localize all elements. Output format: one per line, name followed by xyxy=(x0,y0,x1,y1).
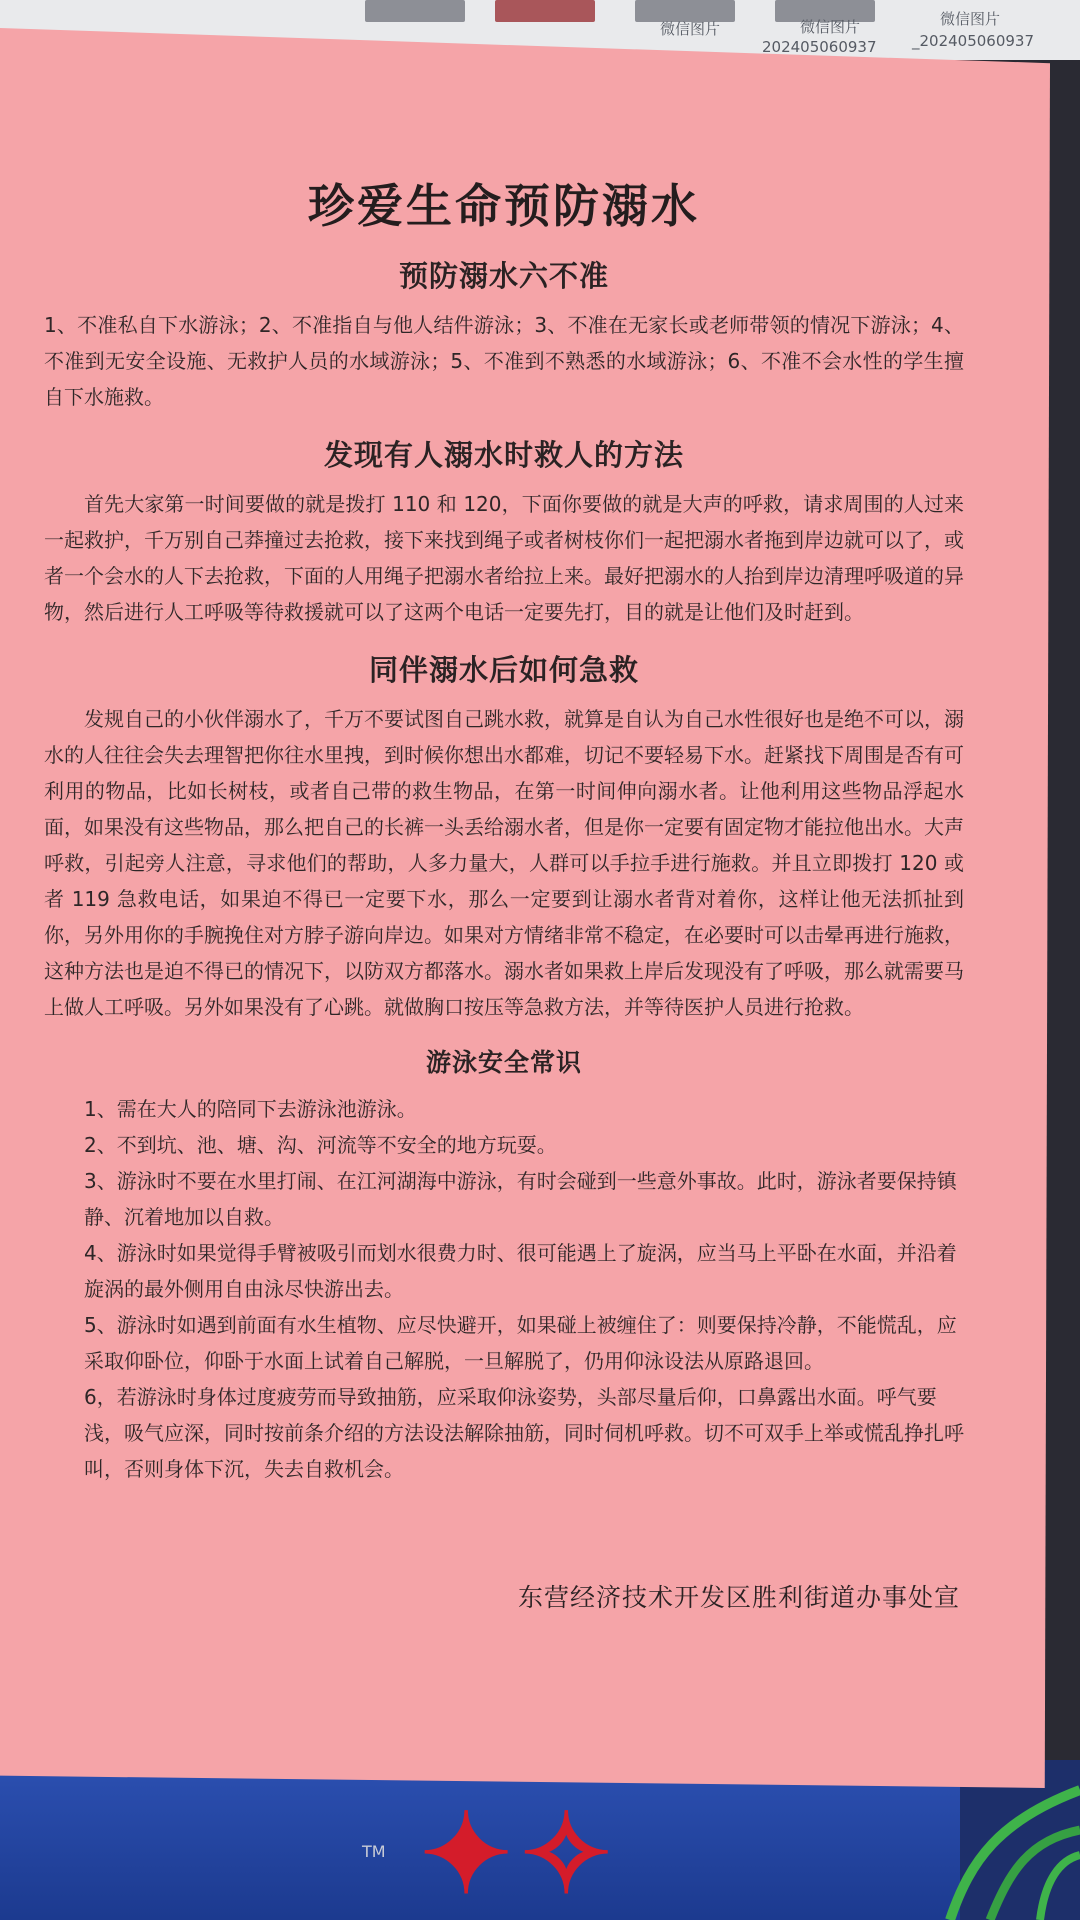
six-rules-text: 1、不准私自下水游泳；2、不准指自与他人结件游泳；3、不准在无家长或老师带领的情况下游泳；4、不准到无安全设施、无救护人员的水域游泳；5、不准到不熟悉的水域游泳；6、不准不会水性的学生擅自下水施救。 xyxy=(44,313,964,409)
thumbnail-filename: _202405060937 xyxy=(912,32,1035,50)
rescue-method-text: 首先大家第一时间要做的就是拨打 110 和 120，下面你要做的就是大声的呼救，请求周围的人过来一起救护，千万别自己莽撞过去抢救，接下来找到绳子或者树枝你们一起把溺水者拖到岸边就可以了，或者一个会水的人下去抢救，下面的人用绳子把溺水者给拉上来。最好把溺水的人抬到岸边清理呼吸道的异物，然后进行人工呼吸等待救援就可以了这两个电话一定要先打，目的就是让他们及时赶到。 xyxy=(44,492,964,624)
section-heading-rescue-method: 发现有人溺水时救人的方法 xyxy=(323,438,684,472)
trademark-mark: TM xyxy=(362,1842,386,1861)
poster-title: 珍爱生命预防溺水 xyxy=(308,179,700,233)
thumbnail-filename: 202405060937 xyxy=(762,38,877,56)
section-heading-six-rules: 预防溺水六不准 xyxy=(398,259,609,293)
list-item: 6，若游泳时身体过度疲劳而导致抽筋，应采取仰泳姿势，头部尽量后仰，口鼻露出水面。呼气要浅，吸气应深，同时按前条介绍的方法设法解除抽筋，同时伺机呼救。切不可双手上举或慌乱挣扎呼叫，否则身体下沉，失去自救机会。 xyxy=(84,1385,964,1481)
file-thumbnail xyxy=(495,0,595,22)
list-item: 1、需在大人的陪同下去游泳池游泳。 xyxy=(84,1097,417,1121)
list-item: 4、游泳时如果觉得手臂被吸引而划水很费力时、很可能遇上了旋涡，应当马上平卧在水面，并沿着旋涡的最外侧用自由泳尽快游出去。 xyxy=(84,1241,957,1301)
section-heading-companion-rescue: 同伴溺水后如何急救 xyxy=(368,653,639,687)
swim-safety-list xyxy=(44,1091,964,1487)
thumbnail-label: 微信图片 xyxy=(800,18,861,36)
poster-content xyxy=(44,170,964,1487)
companion-rescue-text: 发规自己的小伙伴溺水了，千万不要试图自己跳水救，就算是自认为自己水性很好也是绝不可以，溺水的人往往会失去理智把你往水里拽，到时候你想出水都难，切记不要轻易下水。赶紧找下周围是否有可利用的物品，比如长树枝，或者自己带的救生物品，在第一时间伸向溺水者。让他利用这些物品浮起水面，如果没有这些物品，那么把自己的长裤一头丢给溺水者，但是你一定要有固定物才能拉他出水。大声呼救，引起旁人注意，寻求他们的帮助，人多力量大，人群可以手拉手进行施救。并且立即拨打 120 或者 119 急救电话，如果迫不得已一定要下水，那么一定要到让溺水者背对着你，这样让他无法抓扯到你，另外用你的手腕挽住对方脖子游向岸边。如果对方情绪非常不稳定，在必要时可以击晕再进行施救，这种方法也是迫不得已的情况下，以防双方都落水。溺水者如果救上岸后发现没有了呼吸，那么就需要马上做人工呼吸。另外如果没有了心跳。就做胸口按压等急救方法，并等待医护人员进行抢救。 xyxy=(44,707,964,1019)
list-item: 5、游泳时如遇到前面有水生植物、应尽快避开，如果碰上被缠住了：则要保持冷静，不能慌乱，应采取仰卧位，仰卧于水面上试着自己解脱，一旦解脱了，仍用仰泳设法从原路退回。 xyxy=(84,1313,957,1373)
thumbnail-label: 微信图片 xyxy=(940,10,1001,28)
list-item: 3、游泳时不要在水里打闹、在江河湖海中游泳，有时会碰到一些意外事故。此时，游泳者要保持镇静、沉着地加以自救。 xyxy=(84,1169,957,1229)
file-thumbnail xyxy=(365,0,465,22)
section-heading-swim-safety: 游泳安全常识 xyxy=(425,1048,582,1077)
thumbnail-label: 微信图片 xyxy=(660,20,721,38)
box-logo-graphic: ✦✧ xyxy=(420,1794,621,1916)
list-item: 2、不到坑、池、塘、沟、河流等不安全的地方玩耍。 xyxy=(84,1133,557,1157)
issuer-signature: 东营经济技术开发区胜利街道办事处宣 xyxy=(517,1583,960,1612)
